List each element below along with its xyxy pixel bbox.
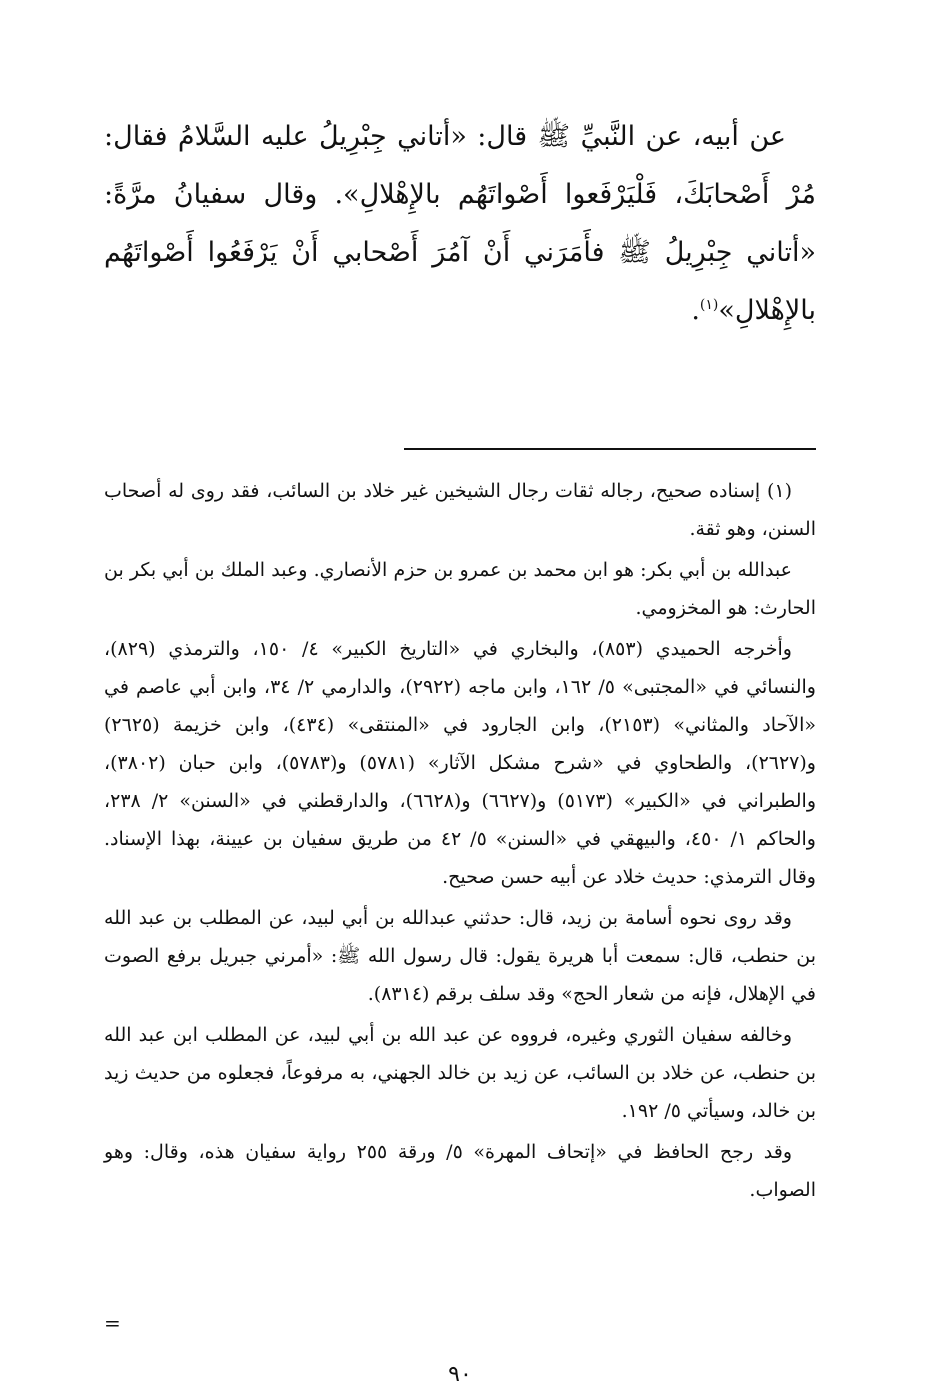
footnote-paragraph: وقد روى نحوه أسامة بن زيد، قال: حدثني عبدالله بن أبي لبيد، عن المطلب بن عبد الله بن حنطب، قال: سمعت أبا هريرة يقول: قال رسول الله ﷺ: «أمرني جبريل برفع الصوت في الإهلال، فإنه من شعار الحج» وقد سلف برقم (٨٣١٤). <box>104 907 816 1005</box>
footnotes <box>104 472 816 1212</box>
footnote-paragraph: عبدالله بن أبي بكر: هو ابن محمد بن عمرو بن حزم الأنصاري. وعبد الملك بن أبي بكر بن الحارث: هو المخزومي. <box>104 559 816 619</box>
footnote-divider <box>404 448 816 450</box>
continuation-mark: = <box>104 1311 121 1335</box>
footnote-paragraph: (١) إسناده صحيح، رجاله ثقات رجال الشيخين غير خلاد بن السائب، فقد روى له أصحاب السنن، وهو ثقة. <box>104 480 816 540</box>
page <box>104 108 816 1387</box>
footnote-reference: (١) <box>699 297 719 313</box>
end-mark: . <box>691 295 700 326</box>
footnote-paragraph: وقد رجح الحافظ في «إتحاف المهرة» ٥/ ورقة ٢٥٥ رواية سفيان هذه، وقال: وهو الصواب. <box>104 1141 816 1201</box>
hadith-paragraph <box>104 108 816 340</box>
footnote-paragraph: وأخرجه الحميدي (٨٥٣)، والبخاري في «التاريخ الكبير» ٤/ ١٥٠، والترمذي (٨٢٩)، والنسائي في «المجتبى» ٥/ ١٦٢، وابن ماجه (٢٩٢٢)، والدارمي ٢/ ٣٤، وابن أبي عاصم في «الآحاد والمثاني» (٢١٥٣)، وابن الجارود في «المنتقى» (٤٣٤)، وابن خزيمة (٢٦٢٥) و(٢٦٢٧)، والطحاوي في «شرح مشكل الآثار» (٥٧٨١) و(٥٧٨٣)، وابن حبان (٣٨٠٢)، والطبراني في «الكبير» (٥١٧٣) و(٦٦٢٧) و(٦٦٢٨)، والدارقطني في «السنن» ٢/ ٢٣٨، والحاكم ١/ ٤٥٠، والبيهقي في «السنن» ٥/ ٤٢ من طريق سفيان بن عيينة، بهذا الإسناد. وقال الترمذي: حديث خلاد عن أبيه حسن صحيح. <box>104 638 816 888</box>
hadith-text: عن أبيه، عن النَّبيِّ ﷺ قال: «أتاني جِبْرِيلُ عليه السَّلامُ فقال: مُرْ أَصْحابَكَ، فَلْيَرْفَعوا أَصْواتَهُم بالإِهْلالِ». وقال سفيانُ مرَّةً: «أتاني جِبْرِيلُ ﷺ فأَمَرَني أَنْ آمُرَ أَصْحابي أَنْ يَرْفَعُوا أَصْواتَهُم بالإِهْلالِ» <box>104 121 816 326</box>
footnote-paragraph: وخالفه سفيان الثوري وغيره، فرووه عن عبد الله بن أبي لبيد، عن المطلب ابن عبد الله بن حنطب، عن خلاد بن السائب، عن زيد بن خالد الجهني، به مرفوعاً، فجعلوه من حديث زيد بن خالد، وسيأتي ٥/ ١٩٢. <box>104 1024 816 1122</box>
page-number: ٩٠ <box>448 1362 472 1387</box>
main-text <box>104 108 816 340</box>
